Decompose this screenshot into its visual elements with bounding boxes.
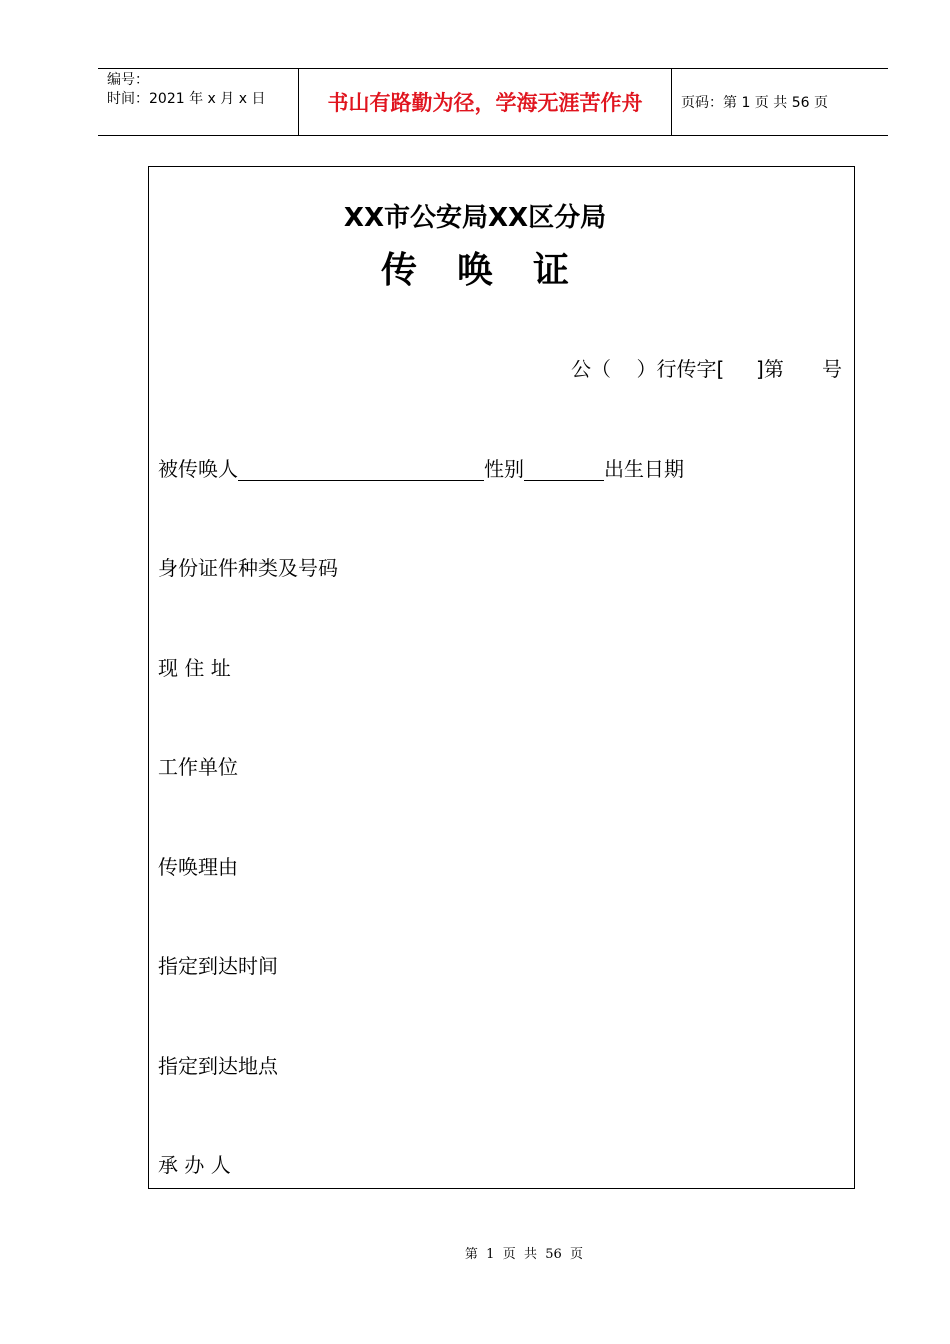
birth-date-label: 出生日期 [604, 457, 684, 481]
header-motto: 书山有路勤为径，学海无涯苦作舟 [299, 69, 672, 135]
arrival-time-label: 指定到达时间 [158, 954, 278, 978]
current-address-label: 现 住 址 [158, 656, 231, 680]
organization-title: XX市公安局XX区分局 [343, 203, 607, 233]
arrival-place-label: 指定到达地点 [158, 1054, 278, 1078]
document-number-label: 编号： [107, 72, 149, 88]
page-header [98, 68, 888, 136]
summoned-person-row [158, 454, 684, 484]
header-meta-cell [98, 69, 299, 135]
summoned-person-label: 被传唤人 [158, 457, 238, 481]
summons-form-box [148, 166, 855, 1189]
handler-label: 承 办 人 [158, 1153, 231, 1177]
id-document-label: 身份证件种类及号码 [158, 556, 338, 580]
summoned-person-blank [238, 456, 484, 481]
gender-blank [524, 456, 604, 481]
document-reference-number: 公（ ）行传字[ ]第 号 [571, 357, 842, 381]
page-footer: 第 1 页 共 56 页 [464, 1247, 584, 1262]
document-title: 传唤证 [380, 250, 609, 291]
work-unit-label: 工作单位 [158, 755, 238, 779]
document-date-label: 时间：2021 年 x 月 x 日 [107, 91, 266, 107]
gender-label: 性别 [484, 457, 524, 481]
header-page-info: 页码：第 1 页 共 56 页 [681, 95, 828, 111]
summons-reason-label: 传唤理由 [158, 855, 238, 879]
